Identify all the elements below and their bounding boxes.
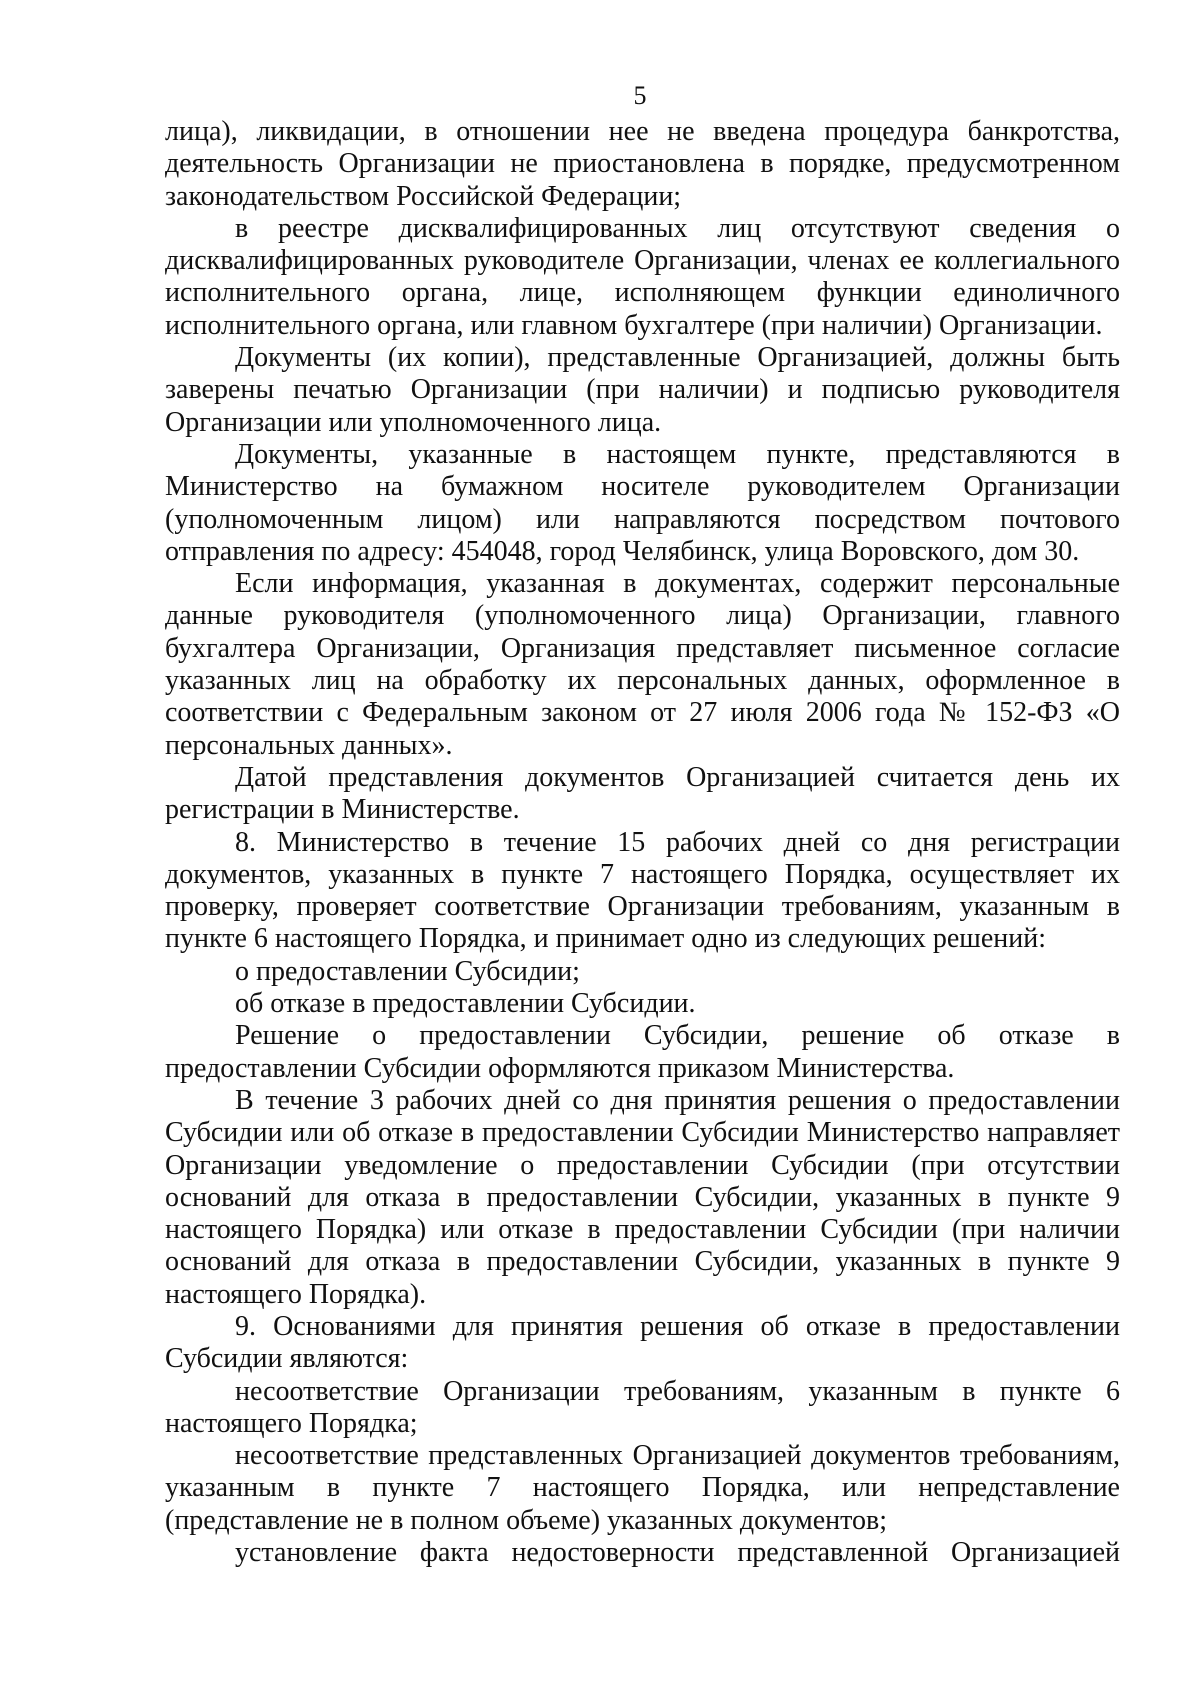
paragraph-3: Документы (их копии), представленные Организацией, должны быть заверены печатью Организации (при наличии) и подписью руководителя Организации или уполномоченного лица. (165, 342, 1120, 438)
page-number: 5 (633, 81, 647, 110)
paragraph-12-item-9: 9. Основаниями для принятия решения об отказе в предоставлении Субсидии являются: (165, 1310, 1120, 1375)
paragraph-13: несоответствие Организации требованиям, указанным в пункте 6 настоящего Порядка; (165, 1375, 1120, 1439)
paragraph-8-option-grant: о предоставлении Субсидии; (235, 955, 580, 987)
paragraph-2: в реестре дисквалифицированных лиц отсутствуют сведения о дисквалифицированных руководителе Организации, членах ее коллегиального исполнительного органа, лице, исполняющем функции единоличного исполнительного органа, или главном бухгалтере (при наличии) Организации. (165, 212, 1120, 341)
paragraph-9-option-refusal: об отказе в предоставлении Субсидии. (235, 988, 696, 1020)
paragraph-11: В течение 3 рабочих дней со дня принятия решения о предоставлении Субсидии или об отказе в предоставлении Субсидии Министерство направляет Организации уведомление о предоставлении Субсидии (при отсутствии оснований для отказа в предоставлении Субсидии, указанных в пункте 9 настоящего Порядка) или отказе в предоставлении Субсидии (при наличии оснований для отказа в предоставлении Субсидии, указанных в пункте 9 настоящего Порядка). (165, 1084, 1120, 1310)
paragraph-4: Документы, указанные в настоящем пункте, представляются в Министерство на бумажном носителе руководителем Организации (уполномоченным лицом) или направляются посредством почтового отправления по адресу: 454048, город Челябинск, улица Воровского, дом 30. (165, 438, 1120, 567)
paragraph-6: Датой представления документов Организацией считается день их регистрации в Министерстве. (165, 761, 1120, 826)
paragraph-7-item-8: 8. Министерство в течение 15 рабочих дней со дня регистрации документов, указанных в пункте 7 настоящего Порядка, осуществляет их проверку, проверяет соответствие Организации требованиям, указанным в пункте 6 настоящего Порядка, и принимает одно из следующих решений: (165, 826, 1120, 955)
paragraph-15: установление факта недостоверности представленной Организацией (235, 1537, 1120, 1569)
document-body (165, 116, 1120, 1569)
paragraph-10: Решение о предоставлении Субсидии, решение об отказе в предоставлении Субсидии оформляются приказом Министерства. (165, 1020, 1120, 1084)
paragraph-5: Если информация, указанная в документах, содержит персональные данные руководителя (уполномоченного лица) Организации, главного бухгалтера Организации, Организация представляет письменное согласие указанных лиц на обработку их персональных данных, оформленное в соответствии с Федеральным законом от 27 июля 2006 года № 152-ФЗ «О персональных данных». (165, 568, 1120, 761)
paragraph-1: лица), ликвидации, в отношении нее не введена процедура банкротства, деятельность Организации не приостановлена в порядке, предусмотренном законодательством Российской Федерации; (165, 116, 1120, 212)
paragraph-14: несоответствие представленных Организацией документов требованиям, указанным в пункте 7 настоящего Порядка, или непредставление (представление не в полном объеме) указанных документов; (165, 1440, 1120, 1536)
